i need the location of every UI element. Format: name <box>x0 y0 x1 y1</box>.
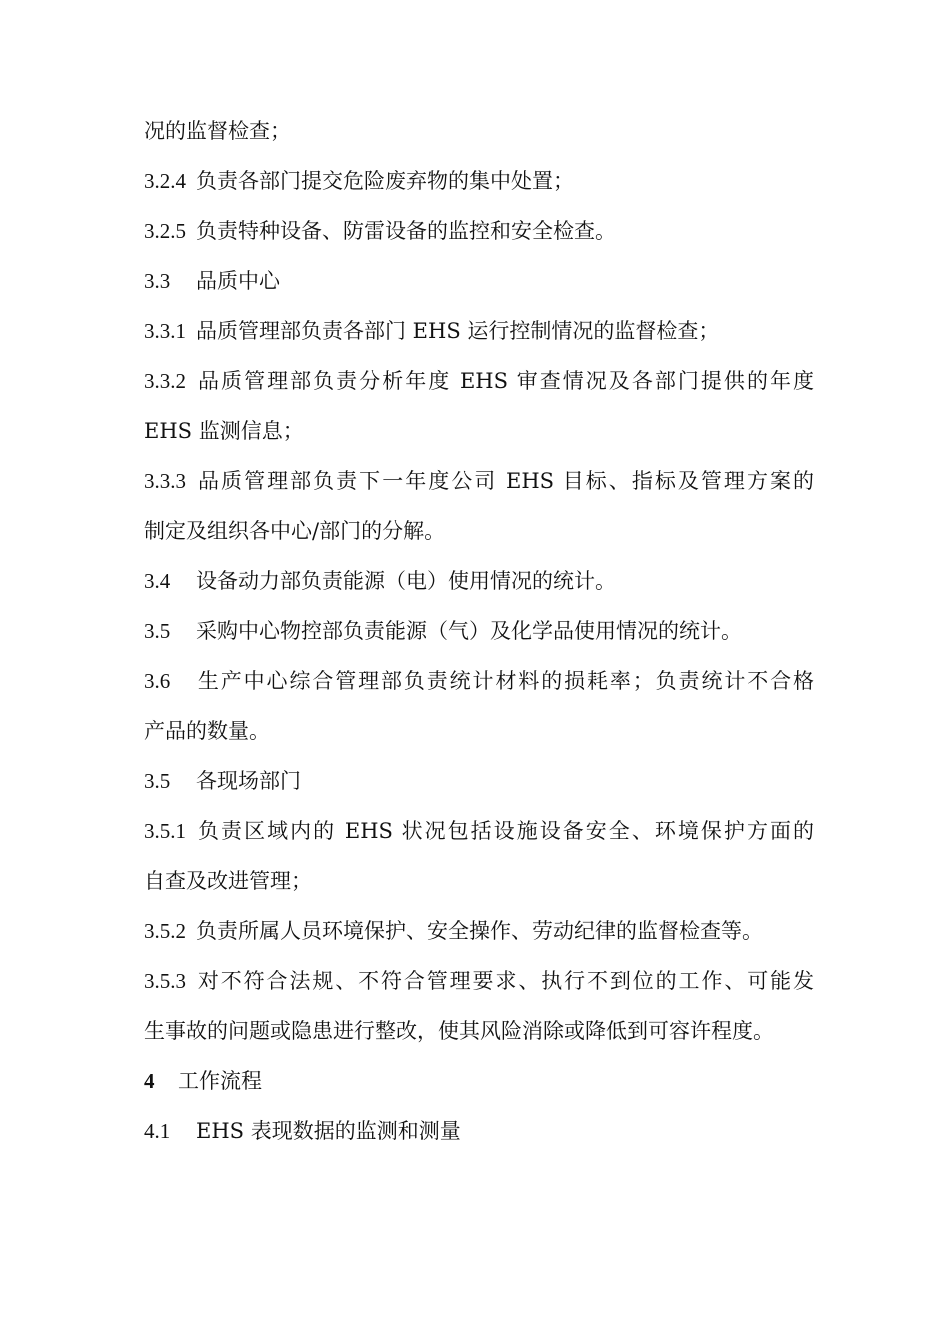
section-title: EHS 表现数据的监测和测量 <box>196 1119 461 1143</box>
section-heading-3-5 <box>144 763 814 813</box>
chapter-title: 工作流程 <box>178 1069 262 1093</box>
text-line <box>144 713 814 763</box>
text-line <box>144 113 814 163</box>
line-text: 生事故的问题或隐患进行整改，使其风险消除或降低到可容许程度。 <box>144 1019 774 1043</box>
section-title: 各现场部门 <box>196 769 301 793</box>
line-text: EHS 监测信息； <box>144 419 304 443</box>
item-number: 3.5.2 <box>144 919 186 943</box>
list-item-3-2-5 <box>144 213 814 263</box>
section-heading-4-1 <box>144 1113 814 1163</box>
text-line <box>144 413 814 463</box>
item-number: 3.3.2 <box>144 369 186 393</box>
item-number: 3.6 <box>144 669 171 693</box>
section-number: 4.1 <box>144 1119 171 1143</box>
item-text: 负责特种设备、防雷设备的监控和安全检查。 <box>196 219 616 243</box>
text-line <box>144 863 814 913</box>
item-number: 3.5.3 <box>144 969 186 993</box>
line-text: 产品的数量。 <box>144 719 270 743</box>
chapter-heading-4 <box>144 1063 814 1113</box>
list-item-3-3-3 <box>144 463 814 513</box>
list-item-3-6 <box>144 663 814 713</box>
list-item-3-3-2 <box>144 363 814 413</box>
list-item-3-4 <box>144 563 814 613</box>
list-item-3-2-4 <box>144 163 814 213</box>
item-text: 品质管理部负责下一年度公司 EHS 目标、指标及管理方案的 <box>196 469 814 493</box>
item-number: 3.3.3 <box>144 469 186 493</box>
list-item-3-5-1 <box>144 813 814 863</box>
list-item-3-5-3 <box>144 963 814 1013</box>
item-number: 3.3.1 <box>144 319 186 343</box>
item-text: 生产中心综合管理部负责统计材料的损耗率；负责统计不合格 <box>196 669 814 693</box>
section-number: 3.5 <box>144 769 171 793</box>
item-text: 负责所属人员环境保护、安全操作、劳动纪律的监督检查等。 <box>196 919 763 943</box>
item-text: 负责区域内的 EHS 状况包括设施设备安全、环境保护方面的 <box>196 819 814 843</box>
item-number: 3.2.4 <box>144 169 186 193</box>
item-text: 品质管理部负责分析年度 EHS 审查情况及各部门提供的年度 <box>196 369 814 393</box>
list-item-3-5 <box>144 613 814 663</box>
list-item-3-5-2 <box>144 913 814 963</box>
item-text: 品质管理部负责各部门 EHS 运行控制情况的监督检查； <box>196 319 720 343</box>
chapter-number: 4 <box>144 1069 155 1093</box>
item-number: 3.4 <box>144 569 171 593</box>
item-number: 3.2.5 <box>144 219 186 243</box>
line-text: 况的监督检查； <box>144 119 291 143</box>
item-number: 3.5.1 <box>144 819 186 843</box>
text-line <box>144 513 814 563</box>
item-number: 3.5 <box>144 619 171 643</box>
section-title: 品质中心 <box>196 269 280 293</box>
list-item-3-3-1 <box>144 313 814 363</box>
item-text: 负责各部门提交危险废弃物的集中处置； <box>196 169 574 193</box>
text-line <box>144 1013 814 1063</box>
section-number: 3.3 <box>144 269 171 293</box>
section-heading-3-3 <box>144 263 814 313</box>
document-body <box>144 113 814 1163</box>
item-text: 采购中心物控部负责能源（气）及化学品使用情况的统计。 <box>196 619 742 643</box>
item-text: 对不符合法规、不符合管理要求、执行不到位的工作、可能发 <box>196 969 814 993</box>
line-text: 制定及组织各中心/部门的分解。 <box>144 519 446 543</box>
line-text: 自查及改进管理； <box>144 869 312 893</box>
item-text: 设备动力部负责能源（电）使用情况的统计。 <box>196 569 616 593</box>
